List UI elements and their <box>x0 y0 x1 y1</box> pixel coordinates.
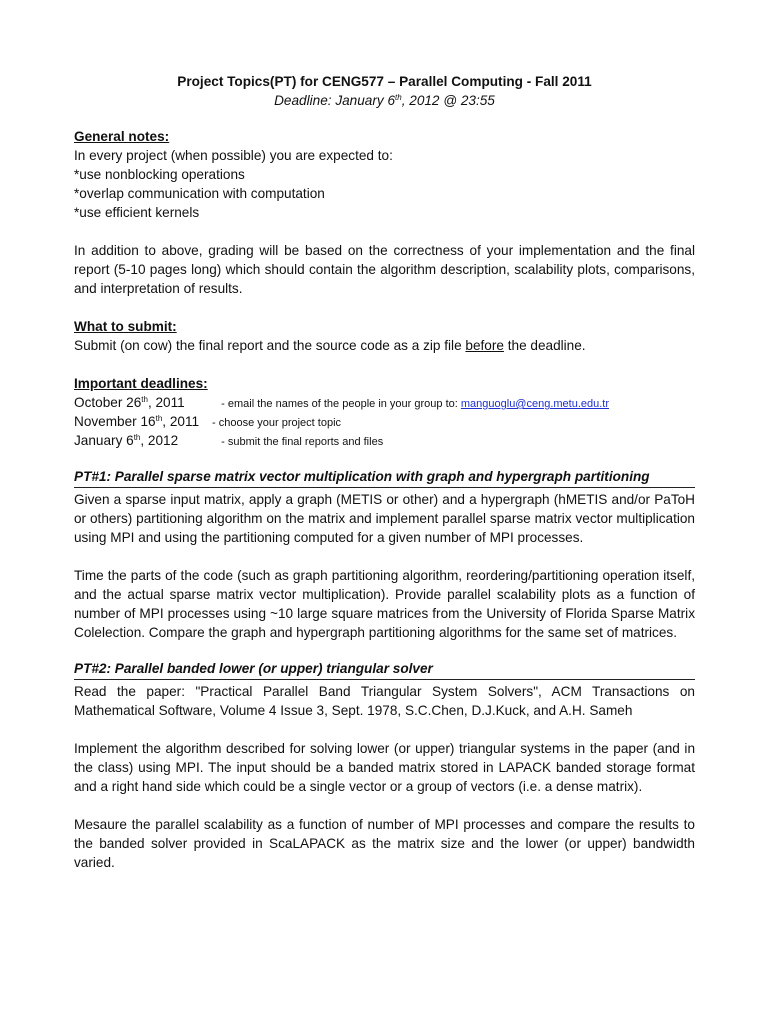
deadline-date: November 16th, 2011 <box>74 414 200 429</box>
email-link[interactable]: manguoglu@ceng.metu.edu.tr <box>460 398 610 410</box>
deadline-description: - email the names of the people in your group to: manguoglu@ceng.metu.edu.tr <box>212 398 610 410</box>
general-notes-item: *use nonblocking operations <box>74 167 245 182</box>
general-notes-heading: General notes: <box>74 129 170 144</box>
deadline-date: October 26th, 2011 <box>74 395 185 410</box>
deadline-row <box>74 431 695 450</box>
general-notes-item: *overlap communication with computation <box>74 186 325 201</box>
pt2-title: PT#2: Parallel banded lower (or upper) triangular solver <box>74 659 695 680</box>
general-notes-intro: In every project (when possible) you are expected to: <box>74 148 393 163</box>
deadlines-section <box>74 374 695 450</box>
grading-paragraph: In addition to above, grading will be based on the correctness of your implementation and the final report (5-10 pages long) which should contain the algorithm description, scalability plots, comparisons, and interpretation of results. <box>74 243 695 296</box>
deadline-row <box>74 393 695 412</box>
pt1-title: PT#1: Parallel sparse matrix vector multiplication with graph and hypergraph partitioning <box>74 467 695 488</box>
general-notes-item: *use efficient kernels <box>74 205 200 220</box>
document-page <box>74 72 695 891</box>
submit-text: Submit (on cow) the final report and the source code as a zip file before the deadline. <box>74 338 586 353</box>
pt1-paragraph: Time the parts of the code (such as graph partitioning algorithm, reordering/partitioning operation itself, and the actual sparse matrix vector multiplication). Provide parallel scalability plots as a function of number of MPI processes using ~10 large square matrices from the University of Florida Sparse Matrix Colelection. Compare the graph and hypergraph partitioning algorithms for the same set of matrices. <box>74 568 695 640</box>
deadline-description: - submit the final reports and files <box>212 436 384 448</box>
deadline-row <box>74 412 695 431</box>
deadlines-heading: Important deadlines: <box>74 376 208 391</box>
title-block <box>74 72 695 110</box>
document-deadline: Deadline: January 6th, 2012 @ 23:55 <box>274 93 495 108</box>
submit-section <box>74 317 695 355</box>
pt1-paragraph: Given a sparse input matrix, apply a graph (METIS or other) and a hypergraph (hMETIS and/or PaToH or others) partitioning algorithm on the matrix and implement parallel sparse matrix vector multiplication using MPI and using the partitioning computed for a given number of MPI processes. <box>74 492 695 545</box>
document-title: Project Topics(PT) for CENG577 – Parallel Computing - Fall 2011 <box>177 74 592 89</box>
general-notes-section <box>74 127 695 222</box>
pt2-paragraph: Read the paper: "Practical Parallel Band Triangular System Solvers", ACM Transactions on Mathematical Software, Volume 4 Issue 3, Sept. 1978, S.C.Chen, D.J.Kuck, and A.H. Sameh <box>74 684 695 718</box>
pt2-paragraph: Mesaure the parallel scalability as a function of number of MPI processes and compare the results to the banded solver provided in ScaLAPACK as the matrix size and the lower (or upper) bandwidth varied. <box>74 817 695 870</box>
pt2-paragraph: Implement the algorithm described for solving lower (or upper) triangular systems in the paper (and in the class) using MPI. The input should be a banded matrix stored in LAPACK banded storage format and a right hand side which could be a single vector or a group of vectors (i.e. a dense matrix). <box>74 741 695 794</box>
deadline-date: January 6th, 2012 <box>74 433 179 448</box>
submit-heading: What to submit: <box>74 319 177 334</box>
deadline-description: - choose your project topic <box>212 417 342 429</box>
